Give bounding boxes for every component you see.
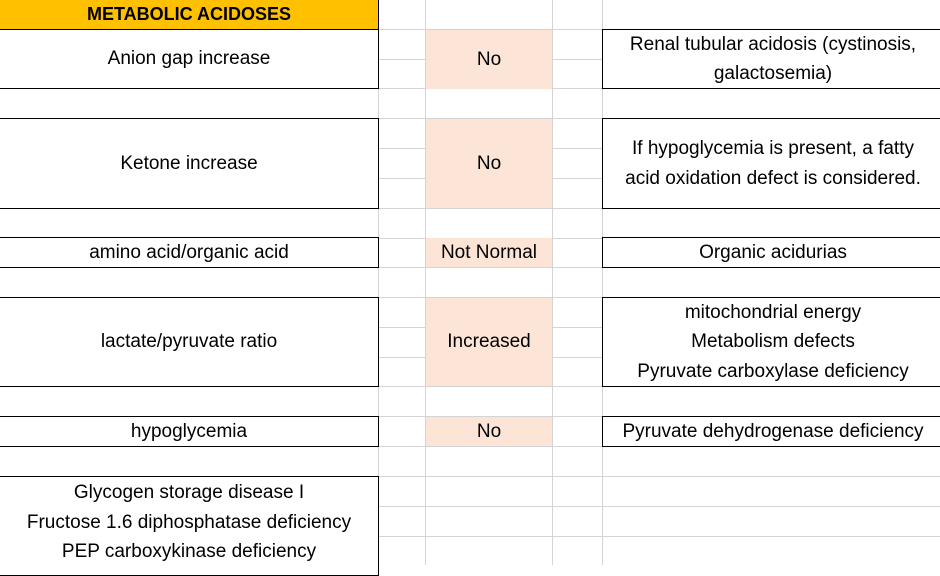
diagnosis-line: PEP carboxykinase deficiency xyxy=(61,541,317,562)
result-line: galactosemia) xyxy=(713,63,833,84)
gridline xyxy=(552,0,553,565)
hypoglycemia-answer[interactable]: No xyxy=(426,417,552,446)
lactate-pyruvate-answer[interactable]: Increased xyxy=(426,298,552,386)
result-line: Metabolism defects xyxy=(691,331,855,353)
header-title[interactable]: METABOLIC ACIDOSES xyxy=(0,0,379,30)
result-line: Pyruvate carboxylase deficiency xyxy=(637,360,909,382)
hypoglycemia-result[interactable]: Pyruvate dehydrogenase deficiency xyxy=(602,416,940,447)
anion-gap-label[interactable]: Anion gap increase xyxy=(0,29,379,89)
amino-acid-result[interactable]: Organic acidurias xyxy=(602,237,940,268)
hypoglycemia-label[interactable]: hypoglycemia xyxy=(0,416,379,447)
anion-gap-result[interactable] xyxy=(602,29,940,89)
result-line: mitochondrial energy xyxy=(684,301,862,323)
final-diagnosis-box[interactable] xyxy=(0,476,379,576)
result-line: If hypoglycemia is present, a fatty xyxy=(632,138,914,159)
result-line: Renal tubular acidosis (cystinosis, xyxy=(629,33,917,55)
ketone-answer[interactable]: No xyxy=(426,119,552,208)
lactate-pyruvate-label[interactable]: lactate/pyruvate ratio xyxy=(0,297,379,387)
ketone-label[interactable]: Ketone increase xyxy=(0,118,379,209)
anion-gap-answer[interactable]: No xyxy=(426,30,552,89)
lactate-pyruvate-result[interactable] xyxy=(602,297,940,387)
result-line: acid oxidation defect is considered. xyxy=(625,167,921,189)
diagnosis-line: Glycogen storage disease I xyxy=(73,482,305,503)
ketone-result[interactable] xyxy=(602,118,940,209)
amino-acid-label[interactable]: amino acid/organic acid xyxy=(0,237,379,268)
diagnosis-line: Fructose 1.6 diphosphatase deficiency xyxy=(26,511,352,533)
amino-acid-answer[interactable]: Not Normal xyxy=(426,238,552,267)
